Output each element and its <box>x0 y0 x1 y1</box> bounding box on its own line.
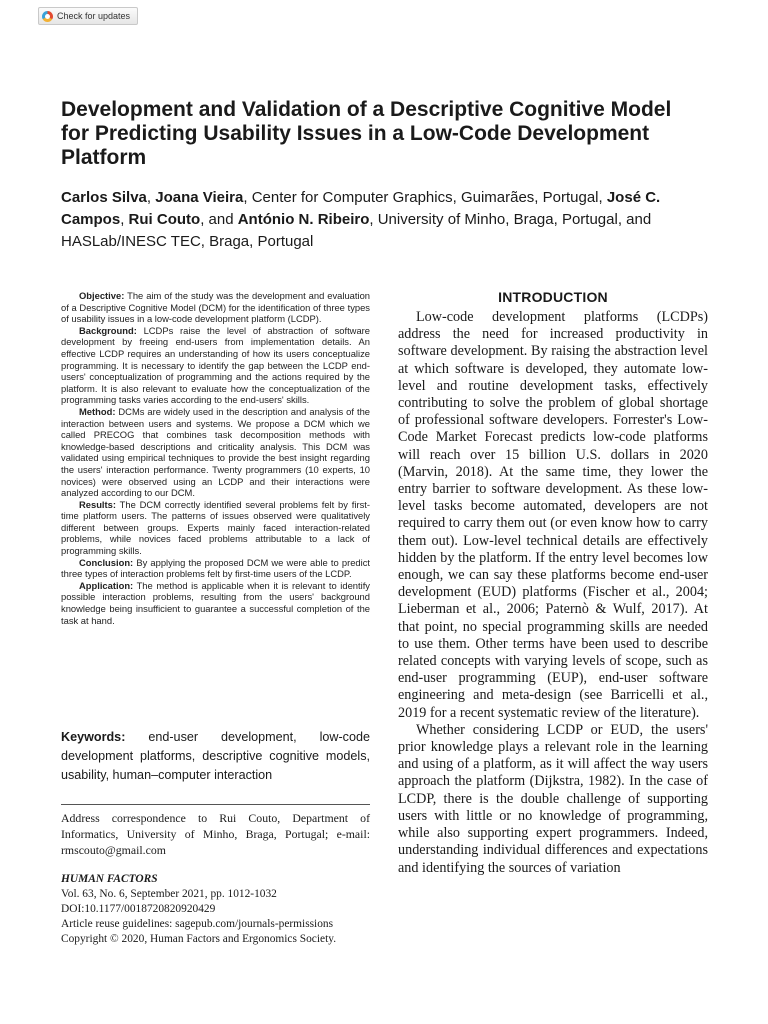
abstract-method <box>61 406 370 499</box>
abstract-label: Conclusion: <box>79 556 134 568</box>
author-name: Joana Vieira <box>155 189 244 206</box>
journal-doi: DOI:10.1177/0018720820920429 <box>61 903 216 915</box>
abstract-background <box>61 325 370 406</box>
abstract-text: LCDPs raise the level of abstraction of software development by freeing end-users from implementation details. An effective LCDP requires an understanding of how its users conceptualize programming. It is necessary to identify the gap between the LCDP end-users' conceptualization of programming and the actions required by the platform. It is also relevant to evaluate how the conceptualization of the programming tasks varies according to the end-users' skills. <box>61 324 370 406</box>
journal-reuse: Article reuse guidelines: sagepub.com/journals-permissions <box>61 918 334 930</box>
check-for-updates-button[interactable] <box>38 7 138 25</box>
journal-volume: Vol. 63, No. 6, September 2021, pp. 1012-1032 <box>61 888 277 900</box>
abstract-label: Application: <box>79 579 134 591</box>
abstract-conclusion <box>61 557 370 580</box>
crossmark-icon <box>42 11 53 22</box>
paragraph: Whether considering LCDP or EUD, the users' prior knowledge plays a relevant role in the learning and using of a platform, as it will affect the way users approach the platform (Dijkstra, 1982). In the case of LCDP, there is the double challenge of supporting users with little or no knowledge of programming, while also supporting expert programmers. Indeed, understanding individual differences and expectations and identifying the sources of variation <box>398 721 708 876</box>
journal-name: HUMAN FACTORS <box>61 873 158 885</box>
journal-info <box>61 872 381 947</box>
section-heading: INTRODUCTION <box>498 289 608 305</box>
abstract-application <box>61 580 370 626</box>
author-name: António N. Ribeiro <box>237 211 370 228</box>
abstract-text: The method is applicable when it is relevant to identify possible interaction problems, resulting from the users' background knowledge being insufficient to guarantee a successful completion of the task at hand. <box>61 579 370 626</box>
abstract-objective <box>61 290 370 325</box>
article-title: Development and Validation of a Descriptive Cognitive Model for Predicting Usability Issues in a Low-Code Development Platform <box>61 98 672 169</box>
abstract-label: Objective: <box>79 290 125 301</box>
abstract <box>61 290 370 626</box>
keywords <box>61 728 370 785</box>
paragraph: Low-code development platforms (LCDPs) address the need for increased productivity in software development. By raising the abstraction level at which software is developed, they automate low-level and routine development tasks, effectively contributing to solve the problem of global shortage of professional software developers. Forrester's Low-Code Market Forecast predicts low-code platforms will reach over 15 billion U.S. dollars in 2020 (Marvin, 2018). At the same time, they lower the entry barrier to software development. As these low-level tasks become automated, developers are not required to carry them out (or even know how to carry them out). Low-level technical details are effectively hidden by the platform. If the entry level becomes low enough, we can say these platforms become end-user development (EUD) platforms (Fischer et al., 2004; Lieberman et al., 2006; Paternò & Wulf, 2017). At that point, no special programming skills are needed to use them. Other terms have been used to describe related concepts with varying levels of scope, such as end-user programming (EUP), end-user software engineering and meta-design (see Barricelli et al., 2019 for a recent systematic review of the literature). <box>398 309 708 721</box>
abstract-text: The DCM correctly identified several problems felt by first-time platform users. The patterns of issues observed were qualitatively different between groups. Experts mainly faced interaction-related problems, while novices faced problems attributable to a lack of programming skills. <box>61 498 370 557</box>
author-name: José C. Campos <box>61 189 661 228</box>
author-name: Carlos Silva <box>61 189 147 206</box>
author-separator: , <box>120 211 129 228</box>
author-separator: , and <box>200 211 238 228</box>
abstract-text: By applying the proposed DCM we were able to predict three types of interaction problems felt by first-time users of the LCDP. <box>61 556 370 580</box>
footnote-divider <box>61 804 370 805</box>
abstract-text: The aim of the study was the development and evaluation of a Descriptive Cognitive Model (DCM) for the identification of three types of usability issues in a low-code development platform (LCDP). <box>61 290 370 325</box>
keywords-label: Keywords: <box>61 730 126 744</box>
abstract-results <box>61 499 370 557</box>
author-separator: , <box>146 189 156 206</box>
abstract-label: Background: <box>79 324 137 336</box>
introduction-body <box>398 309 708 877</box>
keywords-text: end-user development, low-code development platforms, descriptive cognitive models, usability, human–computer interaction <box>61 730 370 782</box>
author-name: Rui Couto <box>128 211 201 228</box>
journal-copyright: Copyright © 2020, Human Factors and Ergonomics Society. <box>61 933 337 945</box>
abstract-label: Method: <box>79 405 116 417</box>
author-affiliation: , University of Minho, Braga, Portugal, and HASLab/INESC TEC, Braga, Portugal <box>61 211 652 250</box>
author-affiliation: , Center for Computer Graphics, Guimarães, Portugal, <box>243 189 607 206</box>
correspondence-address: Address correspondence to Rui Couto, Department of Informatics, University of Minho, Braga, Portugal; e-mail: rmscouto@gmail.com <box>61 811 370 857</box>
author-list <box>61 187 711 253</box>
abstract-label: Results: <box>79 498 116 510</box>
check-for-updates-label: Check for updates <box>57 11 131 21</box>
abstract-text: DCMs are widely used in the description and analysis of the interaction between users and systems. We propose a DCM which we called PRECOG that combines task decomposition methods with knowledge-based descriptions and criticality analysis. This DCM was validated using empirical techniques to provide the best insight regarding the users' interaction performance. Twenty programmers (10 experts, 10 novices) were observed using an LCDP and their interactions were analyzed according to our DCM. <box>61 405 370 499</box>
